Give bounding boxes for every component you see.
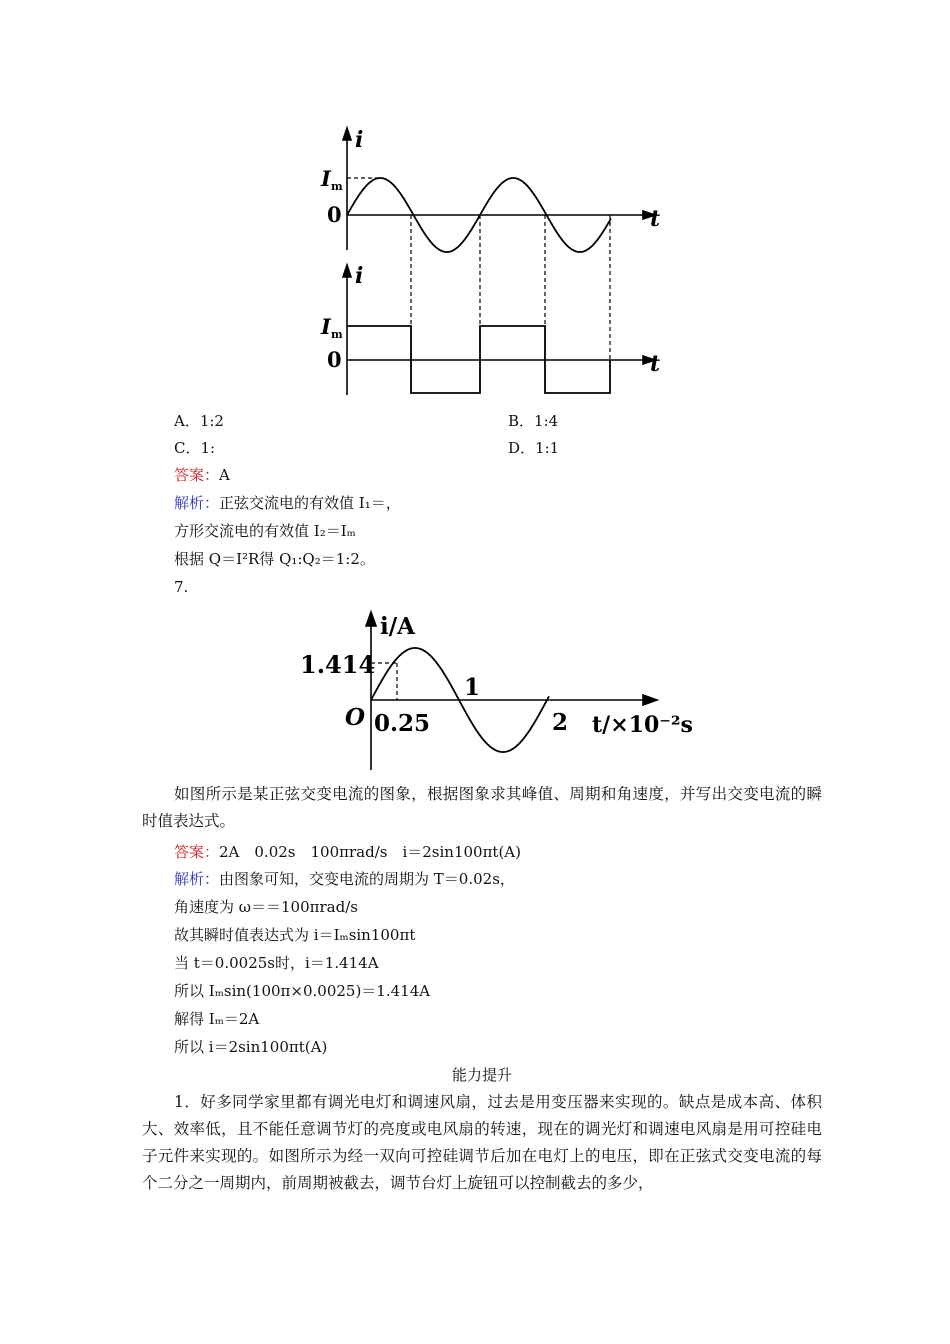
fig7-tick-025: 0.25 [374,710,431,737]
analysis-label: 解析： [174,494,220,512]
q7-analysis-1 [174,869,515,889]
answer-label: 答案： [174,843,220,861]
fig7-tick-2: 2 [552,709,569,736]
top-im-label: I [321,166,331,191]
fig7-origin-label: O [345,704,366,731]
q1-text: 1．好多同学家里都有调光电灯和调速风扇，过去是用变压器来实现的。缺点是成本高、体积大、效率低，且不能任意调节灯的亮度或电风扇的转速，现在的调光灯和调速电风扇是用可控硅电子元件来实现的。如图所示为经一双向可控硅调节后加在电灯上的电压，即在正弦式交变电流的每个二分之一周期内，前周期被截去，调节台灯上旋钮可以控制截去的多少， [142,1093,822,1192]
answer-value: A [219,466,230,484]
top-i-label: i [355,127,364,153]
sine-vs-square-figure [0,0,950,410]
bottom-im-sub: m [331,328,343,341]
fig7-peak-label: 1.414 [300,650,376,679]
q7-line: 解得 Iₘ＝2A [174,1010,260,1028]
q6-analysis-2: 方形交流电的有效值 I₂＝Iₘ [174,522,356,540]
analysis-text: 正弦交流电的有效值 I₁＝， [219,494,401,512]
section-title: 能力提升 [451,1066,512,1084]
fig7-x-label: t/×10⁻²s [592,712,693,738]
bottom-zero-label: 0 [327,347,342,372]
q7-line: 所以 Iₘsin(100π×0.0025)＝1.414A [174,982,431,1000]
q7-line: 角速度为 ω＝＝100πrad/s [174,898,358,916]
answer-label: 答案： [174,466,220,484]
q6-answer [174,465,230,485]
answer-value: 2A 0.02s 100πrad/s i＝2sin100πt(A) [219,843,521,861]
option-d: D．1:1 [508,439,560,457]
analysis-text: 由图象可知，交变电流的周期为 T＝0.02s， [219,870,515,888]
top-t-label: t [650,206,661,232]
sine-current-figure [0,600,950,780]
q6-analysis-3: 根据 Q＝I²R得 Q₁:Q₂＝1:2。 [174,550,375,568]
bottom-im-label: I [321,314,331,339]
option-b: B．1:4 [508,412,559,430]
bottom-i-label: i [355,263,364,289]
q7-answer [174,842,521,862]
q7-line: 当 t＝0.0025s时，i＝1.414A [174,954,379,972]
q6-analysis-1 [174,493,401,513]
option-c: C．1: [174,439,216,457]
option-a: A．1:2 [174,412,224,430]
top-im-sub: m [331,180,343,193]
q7-question: 如图所示是某正弦交变电流的图象，根据图象求其峰值、周期和角速度，并写出交变电流的瞬时值表达式。 [142,785,822,830]
fig7-tick-1: 1 [464,674,481,701]
q7-line: 所以 i＝2sin100πt(A) [174,1038,328,1056]
analysis-label: 解析： [174,870,220,888]
top-zero-label: 0 [327,202,342,227]
q7-number: 7. [174,578,189,596]
q7-line: 故其瞬时值表达式为 i＝Iₘsin100πt [174,926,416,944]
fig7-y-label: i/A [380,613,415,640]
bottom-t-label: t [650,351,661,377]
